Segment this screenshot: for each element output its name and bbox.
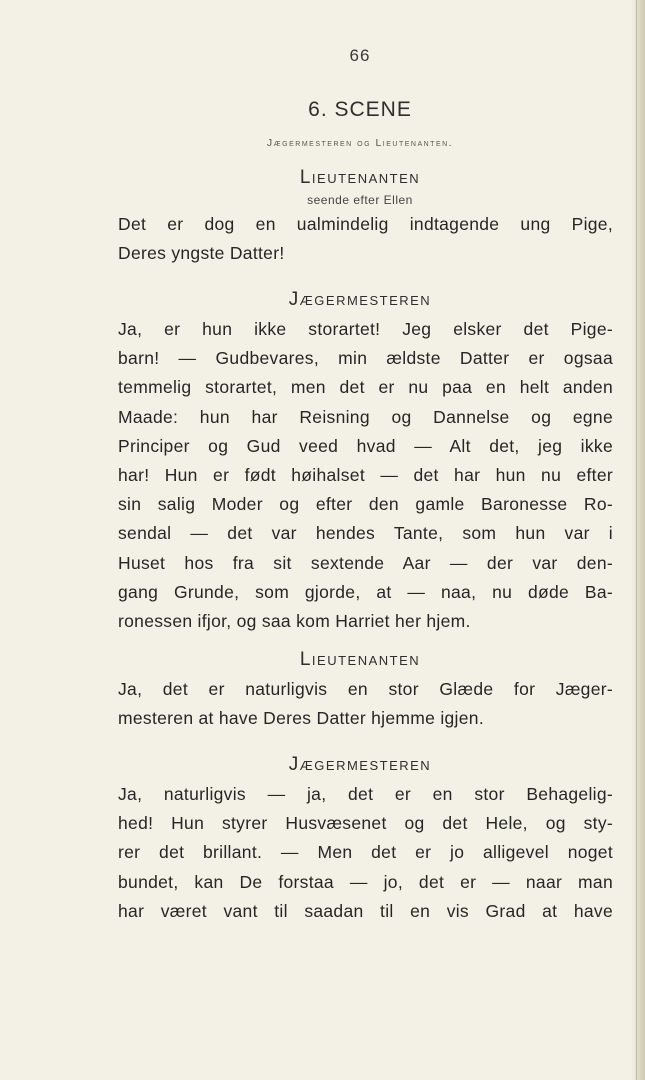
speech-block-1 [118, 210, 613, 268]
speech-line: sendal — det var hendes Tante, som hun var i [118, 523, 613, 544]
speech-line: mesteren at have Deres Datter hjemme igjen. [118, 708, 484, 729]
speech-line: Principer og Gud veed hvad — Alt det, jeg ikke [118, 435, 613, 456]
speaker-lieutenant-2: Lieutenanten [299, 649, 421, 670]
speech-line: ronessen ifjor, og saa kom Harriet her hjem. [118, 611, 471, 632]
speech-line: har været vant til saadan til en vis Grad at have [118, 900, 613, 921]
page-edge-shadow [631, 0, 645, 1080]
speech-line: Ja, er hun ikke storartet! Jeg elsker det Pige- [118, 319, 613, 339]
page-edge-line [636, 0, 637, 1080]
page-number: 66 [349, 46, 371, 65]
speech-block-2 [118, 315, 613, 636]
speech-line: Ja, naturligvis — ja, det er en stor Behagelig- [118, 784, 613, 804]
speech-line: sin salig Moder og efter den gamle Baronesse Ro- [118, 494, 613, 515]
speech-block-4 [118, 780, 613, 926]
speech-line: bundet, kan De forstaa — jo, det er — naar man [118, 871, 613, 892]
scene-characters: Jægermesteren og Lieutenanten. [266, 137, 454, 149]
speech-line: Maade: hun har Reisning og Dannelse og egne [118, 406, 613, 427]
speaker-lieutenant-1: Lieutenanten [299, 167, 421, 188]
speech-line: Huset hos fra sit sextende Aar — der var den- [118, 552, 613, 573]
speech-line: Deres yngste Datter! [118, 243, 285, 264]
speech-line: hed! Hun styrer Husvæsenet og det Hele, og sty- [118, 813, 613, 834]
speech-line: barn! — Gudbevares, min ældste Datter er ogsaa [118, 348, 613, 369]
speech-line: temmelig storartet, men det er nu paa en helt anden [118, 377, 613, 398]
scene-title: 6. SCENE [308, 98, 412, 121]
speech-block-3 [118, 675, 613, 733]
speech-line: gang Grunde, som gjorde, at — naa, nu døde Ba- [118, 581, 613, 602]
speech-line: Det er dog en ualmindelig indtagende ung Pige, [118, 214, 613, 234]
speech-line: rer det brillant. — Men det er jo alligevel noget [118, 842, 613, 863]
speech-line: har! Hun er født høihalset — det har hun nu efter [118, 465, 613, 486]
speech-line: Ja, det er naturligvis en stor Glæde for Jæger- [118, 679, 613, 699]
stage-direction: seende efter Ellen [307, 193, 413, 207]
speaker-jaegermester-2: Jægermesteren [288, 754, 432, 775]
speaker-jaegermester-1: Jægermesteren [288, 289, 432, 310]
